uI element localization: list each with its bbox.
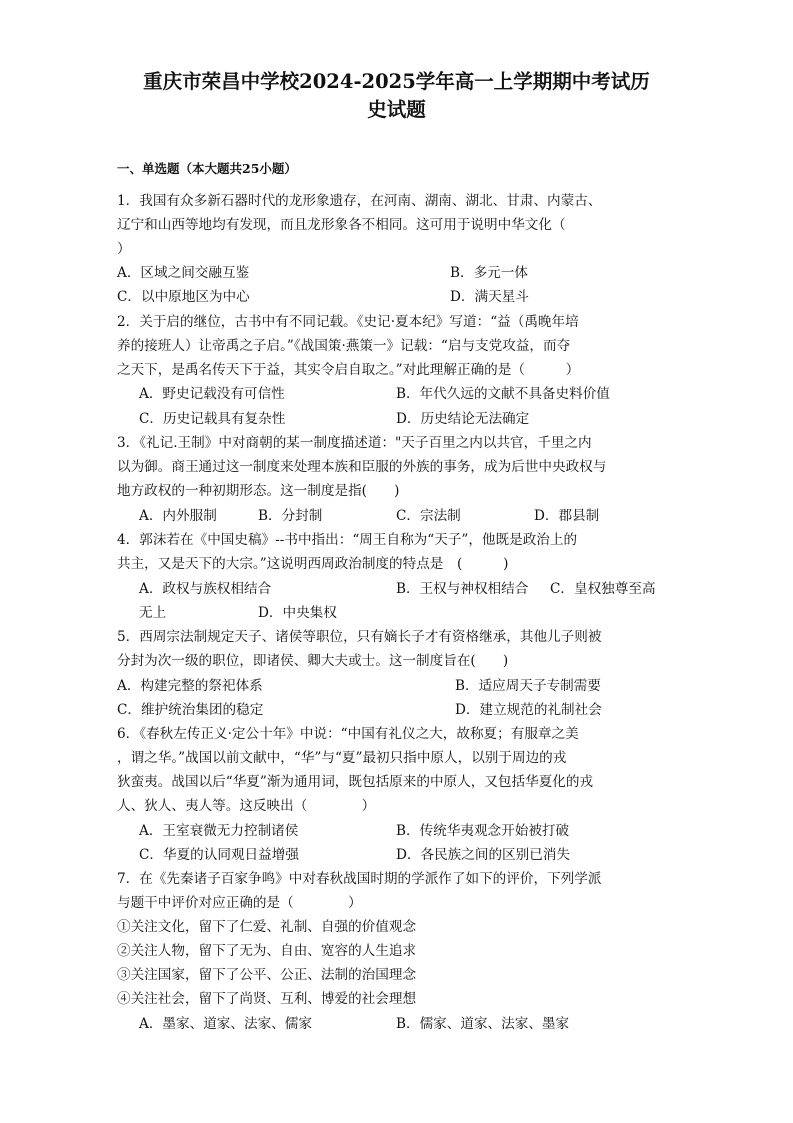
q4-option-c: C．皇权独尊至高 <box>550 581 656 597</box>
q6-line-3: 狄蛮夷。战国以后“华夏”渐为通用词，既包括原来的中原人，又包括华夏化的戎 <box>117 774 594 790</box>
q5-option-a: A．构建完整的祭祀体系 <box>117 678 263 694</box>
q6-line-1: 6．《春秋左传正义·定公十年》中说：“中国有礼仪之大，故称夏；有服章之美 <box>117 726 579 742</box>
q7-line-1: 7．在《先秦诸子百家争鸣》中对春秋战国时期的学派作了如下的评价，下列学派 <box>117 871 602 887</box>
section-heading: 一、单选题（本大题共25小题） <box>117 161 297 176</box>
q6-line-2: ，谓之华。”战国以前文献中，“华”与“夏”最初只指中原人，以别于周边的戎 <box>117 750 567 766</box>
q2-option-c: C．历史记载具有复杂性 <box>139 411 286 427</box>
title-line-2: 史试题 <box>367 98 426 121</box>
q6-option-a: A．王室衰微无力控制诸侯 <box>139 823 299 839</box>
q4-option-c-continued: 无上 <box>139 605 167 621</box>
q3-line-1: 3．《礼记.王制》中对商朝的某一制度描述道："天子百里之内以共官，千里之内 <box>117 435 592 451</box>
q6-option-c: C．华夏的认同观日益增强 <box>139 847 299 863</box>
q7-statement-3: ③关注国家，留下了公平、公正、法制的治国理念 <box>117 967 417 983</box>
q7-statement-2: ②关注人物，留下了无为、自由、宽容的人生追求 <box>117 943 417 959</box>
q6-option-d: D．各民族之间的区别已消失 <box>396 847 571 863</box>
q2-line-3: 之天下，是禹名传天下于益，其实令启自取之。”对此理解正确的是（ ） <box>117 362 580 378</box>
q4-option-b: B．王权与神权相结合 <box>396 581 529 597</box>
q1-line-3: ） <box>117 241 131 257</box>
q3-line-2: 以为御。商王通过这一制度来处理本族和臣服的外族的事务，成为后世中央政权与 <box>117 459 607 475</box>
q7-line-2: 与题干中评价对应正确的是（ ） <box>117 895 362 911</box>
q1-option-a: A．区域之间交融互鉴 <box>117 265 250 281</box>
q4-option-d: D．中央集权 <box>258 605 337 621</box>
q7-option-a: A．墨家、道家、法家、儒家 <box>139 1016 312 1032</box>
q1-option-c: C．以中原地区为中心 <box>117 289 250 305</box>
q2-line-1: 2．关于启的继位，古书中有不同记载。《史记·夏本纪》写道：“益（禹晚年培 <box>117 314 579 330</box>
q1-line-2: 辽宁和山西等地均有发现，而且龙形象各不相同。这可用于说明中华文化（ <box>117 217 566 233</box>
q2-option-a: A．野史记载没有可信性 <box>139 386 285 402</box>
q4-line-1: 4．郭沫若在《中国史稿》--书中指出：“周王自称为“天子”，他既是政治上的 <box>117 532 578 548</box>
q3-option-b: B．分封制 <box>258 508 323 524</box>
q2-option-b: B．年代久远的文献不具备史料价值 <box>396 386 610 402</box>
q3-option-c: C．宗法制 <box>396 508 461 524</box>
q1-option-b: B．多元一体 <box>450 265 528 281</box>
q4-option-a: A．政权与族权相结合 <box>139 581 272 597</box>
title-line-1: 重庆市荣昌中学校2024-2025学年高一上学期期中考试历 <box>143 70 650 93</box>
q7-option-b: B．儒家、道家、法家、墨家 <box>396 1016 570 1032</box>
exam-title <box>110 68 683 124</box>
q1-line-1: 1．我国有众多新石器时代的龙形象遗存，在河南、湖南、湖北、甘肃、内蒙古、 <box>117 193 602 209</box>
q5-line-1: 5．西周宗法制规定天子、诸侯等职位，只有嫡长子才有资格继承，其他儿子则被 <box>117 629 602 645</box>
q4-line-2: 共主，又是天下的大宗。”这说明西周政治制度的特点是 ( ) <box>117 556 509 572</box>
q3-option-d: D．郡县制 <box>534 508 600 524</box>
q5-line-2: 分封为次一级的职位，即诸侯、卿大夫或士。这一制度旨在( ) <box>117 653 509 669</box>
q3-option-a: A．内外服制 <box>139 508 217 524</box>
q2-option-d: D．历史结论无法确定 <box>396 411 530 427</box>
q1-option-d: D．满天星斗 <box>450 289 529 305</box>
q6-option-b: B．传统华夷观念开始被打破 <box>396 823 570 839</box>
q5-option-d: D．建立规范的礼制社会 <box>455 702 602 718</box>
q7-statement-1: ①关注文化，留下了仁爱、礼制、自强的价值观念 <box>117 919 417 935</box>
q3-line-3: 地方政权的一种初期形态。这一制度是指( ) <box>117 483 400 499</box>
q6-line-4: 人、狄人、夷人等。这反映出（ ） <box>117 798 376 814</box>
q7-statement-4: ④关注社会，留下了尚贤、互利、博爱的社会理想 <box>117 991 417 1007</box>
q2-line-2: 养的接班人）让帝禹之子启。”《战国策·燕策一》记载：“启与支党攻益，而夺 <box>117 338 571 354</box>
q5-option-c: C．维护统治集团的稳定 <box>117 702 264 718</box>
q5-option-b: B．适应周天子专制需要 <box>455 678 601 694</box>
